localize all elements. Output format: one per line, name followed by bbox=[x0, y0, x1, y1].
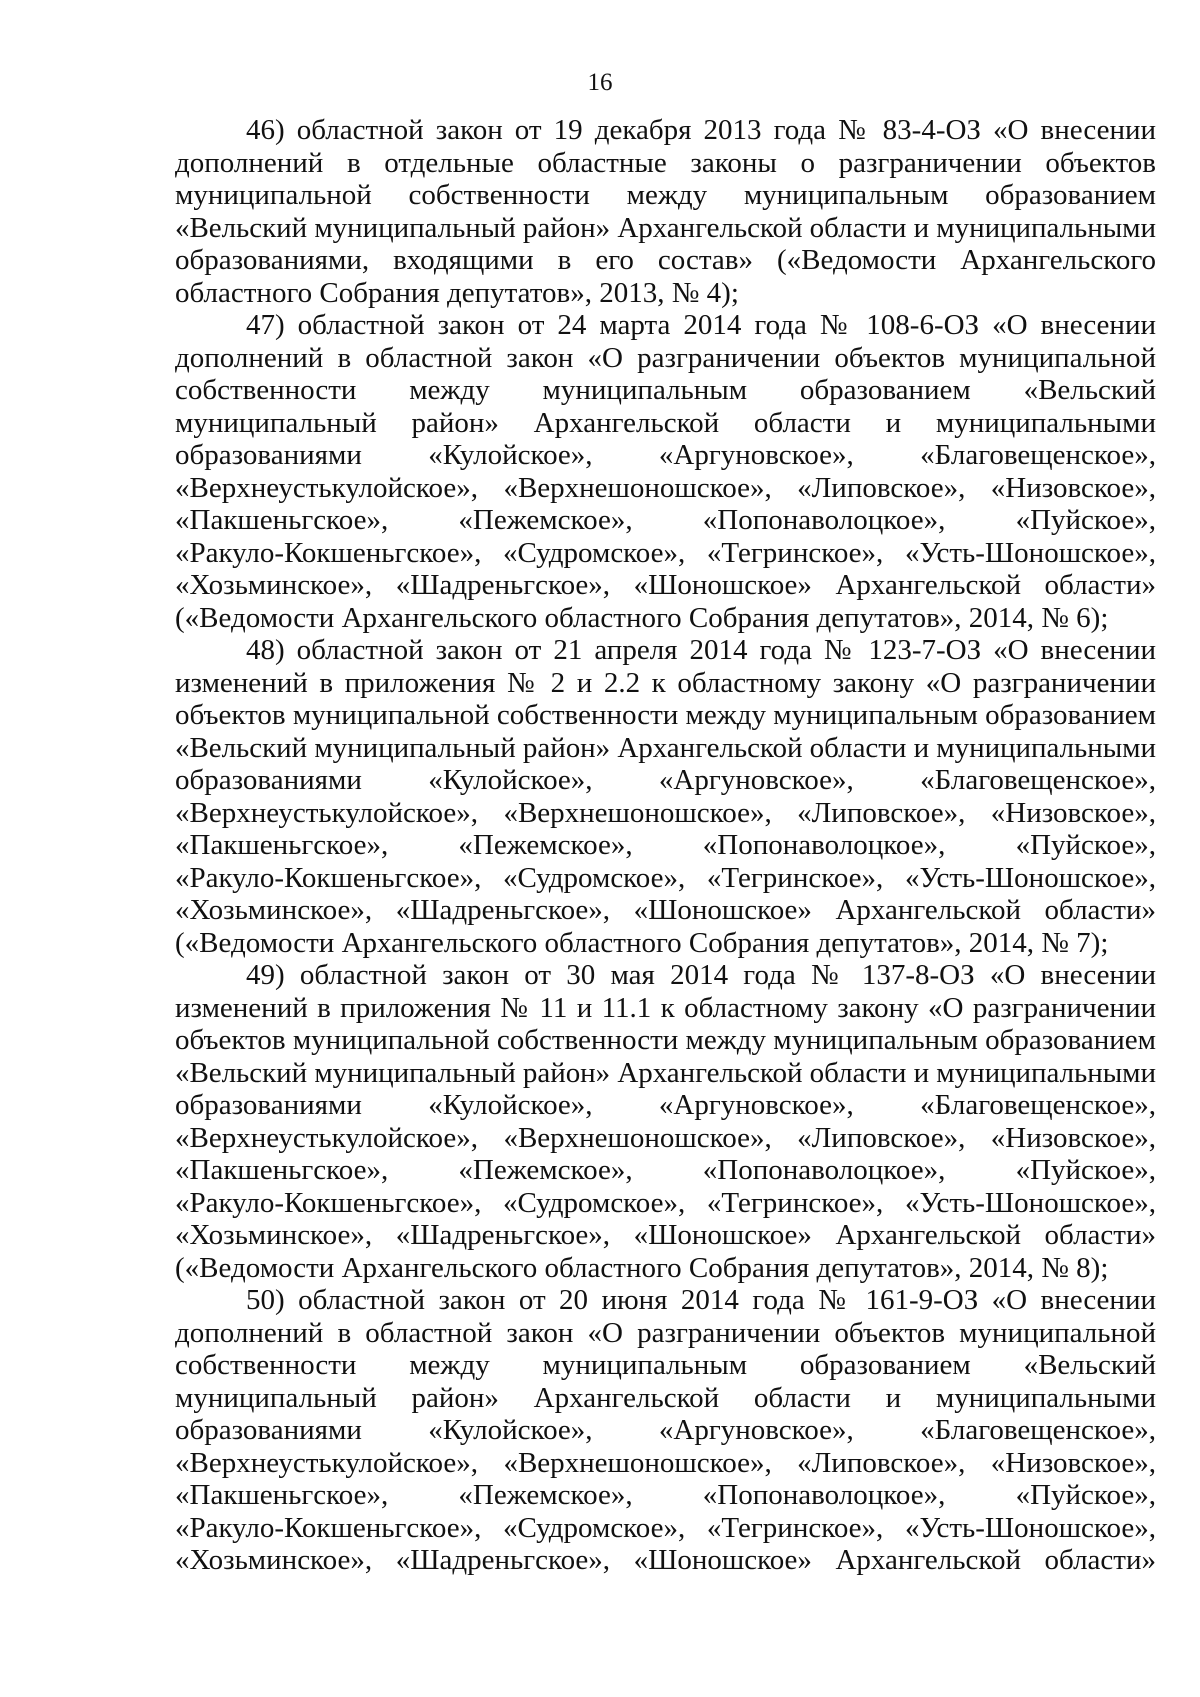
text-line: дополнений в областной закон «О разграничении объектов муниципальной bbox=[175, 1316, 1156, 1349]
text-line: 49) областной закон от 30 мая 2014 года № 137-8-ОЗ «О внесении bbox=[246, 959, 1156, 991]
text-line: «Пакшеньгское», «Пежемское», «Попонаволоцкое», «Пуйское», bbox=[175, 829, 1156, 861]
text-line: «Ракуло-Кокшеньгское», «Судромское», «Тегринское», «Усть-Шоношское», bbox=[175, 536, 1156, 569]
list-item-law-48 bbox=[175, 634, 1156, 959]
text-line: («Ведомости Архангельского областного Собрания депутатов», 2014, № 8); bbox=[175, 1251, 1109, 1284]
list-item-law-46 bbox=[175, 114, 1156, 309]
text-line: объектов муниципальной собственности между муниципальным образованием bbox=[175, 1024, 1156, 1056]
list-item-law-49 bbox=[175, 959, 1156, 1284]
text-line: 47) областной закон от 24 марта 2014 года № 108-6-ОЗ «О внесении bbox=[246, 309, 1156, 341]
text-line: образованиями «Кулойское», «Аргуновское», «Благовещенское», bbox=[175, 1089, 1156, 1121]
text-line: объектов муниципальной собственности между муниципальным образованием bbox=[175, 699, 1156, 731]
list-item-law-47 bbox=[175, 309, 1156, 634]
text-line: образованиями «Кулойское», «Аргуновское», «Благовещенское», bbox=[175, 1414, 1156, 1446]
text-line: «Ракуло-Кокшеньгское», «Судромское», «Тегринское», «Усть-Шоношское», bbox=[175, 861, 1156, 894]
text-line: «Пакшеньгское», «Пежемское», «Попонаволоцкое», «Пуйское», bbox=[175, 504, 1156, 536]
text-line: образованиями «Кулойское», «Аргуновское», «Благовещенское», bbox=[175, 764, 1156, 796]
text-line: «Вельский муниципальный район» Архангельской области и муниципальными bbox=[175, 211, 1156, 244]
text-line: «Хозьминское», «Шадреньгское», «Шоношское» Архангельской области» bbox=[175, 1544, 1156, 1576]
text-line: областного Собрания депутатов», 2013, № 4); bbox=[175, 276, 739, 309]
text-line: «Пакшеньгское», «Пежемское», «Попонаволоцкое», «Пуйское», bbox=[175, 1154, 1156, 1186]
text-line: «Хозьминское», «Шадреньгское», «Шоношское» Архангельской области» bbox=[175, 894, 1156, 926]
text-line: 48) областной закон от 21 апреля 2014 года № 123-7-ОЗ «О внесении bbox=[246, 634, 1156, 666]
text-line: «Вельский муниципальный район» Архангельской области и муниципальными bbox=[175, 1056, 1156, 1089]
text-line: «Верхнеустькулойское», «Верхнешоношское», «Липовское», «Низовское», bbox=[175, 471, 1156, 504]
text-line: муниципальной собственности между муниципальным образованием bbox=[175, 179, 1156, 211]
text-line: «Верхнеустькулойское», «Верхнешоношское», «Липовское», «Низовское», bbox=[175, 796, 1156, 829]
page-number: 16 bbox=[587, 69, 613, 96]
text-line: изменений в приложения № 11 и 11.1 к областному закону «О разграничении bbox=[175, 991, 1156, 1024]
text-line: образованиями «Кулойское», «Аргуновское», «Благовещенское», bbox=[175, 439, 1156, 471]
text-line: дополнений в областной закон «О разграничении объектов муниципальной bbox=[175, 341, 1156, 374]
text-line: «Ракуло-Кокшеньгское», «Судромское», «Тегринское», «Усть-Шоношское», bbox=[175, 1186, 1156, 1219]
text-line: «Верхнеустькулойское», «Верхнешоношское», «Липовское», «Низовское», bbox=[175, 1446, 1156, 1479]
text-line: «Хозьминское», «Шадреньгское», «Шоношское» Архангельской области» bbox=[175, 569, 1156, 601]
text-line: собственности между муниципальным образованием «Вельский bbox=[175, 374, 1156, 406]
text-line: «Хозьминское», «Шадреньгское», «Шоношское» Архангельской области» bbox=[175, 1219, 1156, 1251]
text-line: («Ведомости Архангельского областного Собрания депутатов», 2014, № 6); bbox=[175, 601, 1109, 634]
text-line: изменений в приложения № 2 и 2.2 к областному закону «О разграничении bbox=[175, 666, 1156, 699]
text-line: дополнений в отдельные областные законы о разграничении объектов bbox=[175, 146, 1156, 179]
text-line: «Ракуло-Кокшеньгское», «Судромское», «Тегринское», «Усть-Шоношское», bbox=[175, 1511, 1156, 1544]
text-line: 46) областной закон от 19 декабря 2013 года № 83-4-ОЗ «О внесении bbox=[246, 114, 1156, 146]
text-line: муниципальный район» Архангельской области и муниципальными bbox=[175, 1381, 1156, 1414]
text-line: («Ведомости Архангельского областного Собрания депутатов», 2014, № 7); bbox=[175, 926, 1109, 959]
text-line: «Пакшеньгское», «Пежемское», «Попонаволоцкое», «Пуйское», bbox=[175, 1479, 1156, 1511]
text-line: «Вельский муниципальный район» Архангельской области и муниципальными bbox=[175, 731, 1156, 764]
text-line: муниципальный район» Архангельской области и муниципальными bbox=[175, 406, 1156, 439]
document-body bbox=[175, 114, 1156, 1577]
text-line: собственности между муниципальным образованием «Вельский bbox=[175, 1349, 1156, 1381]
text-line: 50) областной закон от 20 июня 2014 года № 161-9-ОЗ «О внесении bbox=[246, 1284, 1156, 1316]
text-line: образованиями, входящими в его состав» («Ведомости Архангельского bbox=[175, 244, 1156, 276]
list-item-law-50 bbox=[175, 1284, 1156, 1577]
text-line: «Верхнеустькулойское», «Верхнешоношское», «Липовское», «Низовское», bbox=[175, 1121, 1156, 1154]
